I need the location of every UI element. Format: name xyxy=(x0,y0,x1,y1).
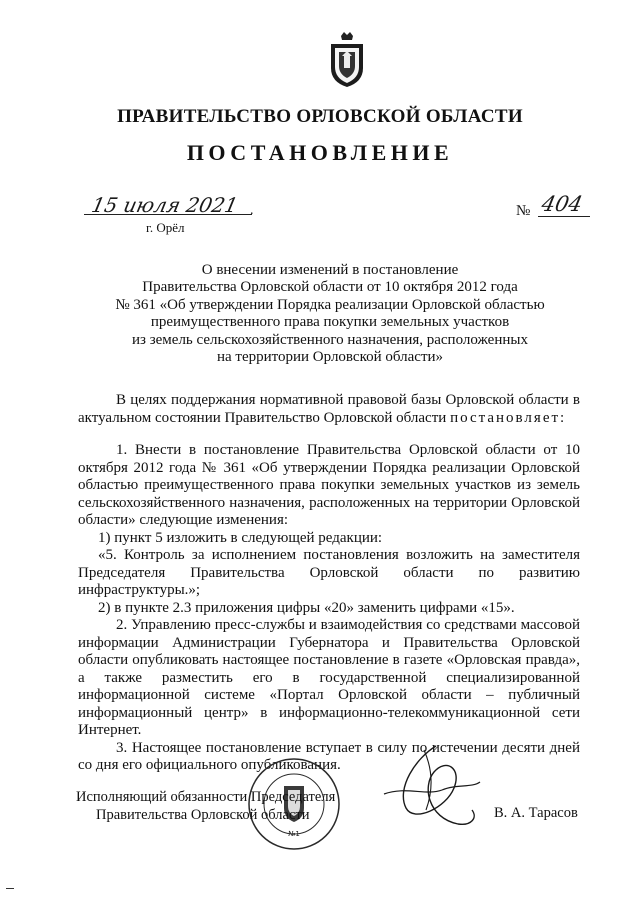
date-dot: . xyxy=(250,203,254,218)
title-line: на территории Орловской области» xyxy=(216,349,444,366)
position-line-2: Правительства Орловской области xyxy=(96,807,310,823)
number-underline xyxy=(538,216,590,217)
document-body xyxy=(78,442,580,775)
coat-of-arms-icon xyxy=(328,30,366,88)
number-label: № xyxy=(516,203,531,219)
signatory-position xyxy=(76,788,335,824)
seal-number: №1 xyxy=(288,830,300,838)
date-underline xyxy=(84,214,252,215)
margin-mark xyxy=(6,888,14,889)
position-line-1: Исполняющий обязанности Председателя xyxy=(76,789,336,805)
preamble-keyword: постановляет: xyxy=(450,409,567,426)
handwritten-number: 404 xyxy=(539,192,585,216)
title-line: из земель сельскохозяйственного назначения, расположенных xyxy=(132,331,528,348)
title-line: Правительства Орловской области от 10 октября 2012 года xyxy=(142,279,518,296)
title-line: О внесении изменений в постановление xyxy=(201,262,459,278)
title-line: преимущественного права покупки земельных участков xyxy=(150,314,510,331)
subitem-2: 2) в пункте 2.3 приложения цифры «20» заменить цифрами «15». xyxy=(98,599,515,616)
government-name: ПРАВИТЕЛЬСТВО ОРЛОВСКОЙ ОБЛАСТИ xyxy=(117,106,523,127)
quoted-amendment: «5. Контроль за исполнением постановления возложить на заместителя Председателя Правительства Орловской области по развитию инфраструктуры.»; xyxy=(78,547,580,598)
handwritten-date: 15 июля 2021 xyxy=(89,193,241,217)
document-type: ПОСТАНОВЛЕНИЕ xyxy=(186,140,454,165)
city: г. Орёл xyxy=(146,220,185,235)
paragraph-2: 2. Управлению пресс-службы и взаимодействия со средствами массовой информации Администрации Губернатора и Правительства Орловской области опубликовать настоящее постановление в газете «Орловская правда», а также разместить его в государственной специализированной информационной системе «Портал Орловской области – публичный информационный центр» в информационно-телекоммуникационной сети Интернет. xyxy=(78,617,580,738)
handwritten-signature xyxy=(376,738,486,838)
subitem-1: 1) пункт 5 изложить в следующей редакции: xyxy=(98,529,383,546)
paragraph-1: 1. Внести в постановление Правительства Орловской области от 10 октября 2012 года № 361 «Об утверждении Порядка реализации Орловской областью преимущественного права покупки земельных участков из земель сельскохозяйственного назначения, расположенных на территории Орловской области» следующие изменения: xyxy=(78,442,580,528)
title-line: № 361 «Об утверждении Порядка реализации Орловской областью xyxy=(115,296,545,313)
preamble xyxy=(78,392,580,427)
preamble-text: В целях поддержания нормативной правовой базы Орловской области в актуальном состоянии Правительство Орловской области xyxy=(78,392,580,426)
signatory-name: В. А. Тарасов xyxy=(494,805,578,821)
document-title xyxy=(80,262,580,366)
paragraph-3: 3. Настоящее постановление вступает в силу по истечении десяти дней со дня его официального опубликования. xyxy=(78,739,580,773)
